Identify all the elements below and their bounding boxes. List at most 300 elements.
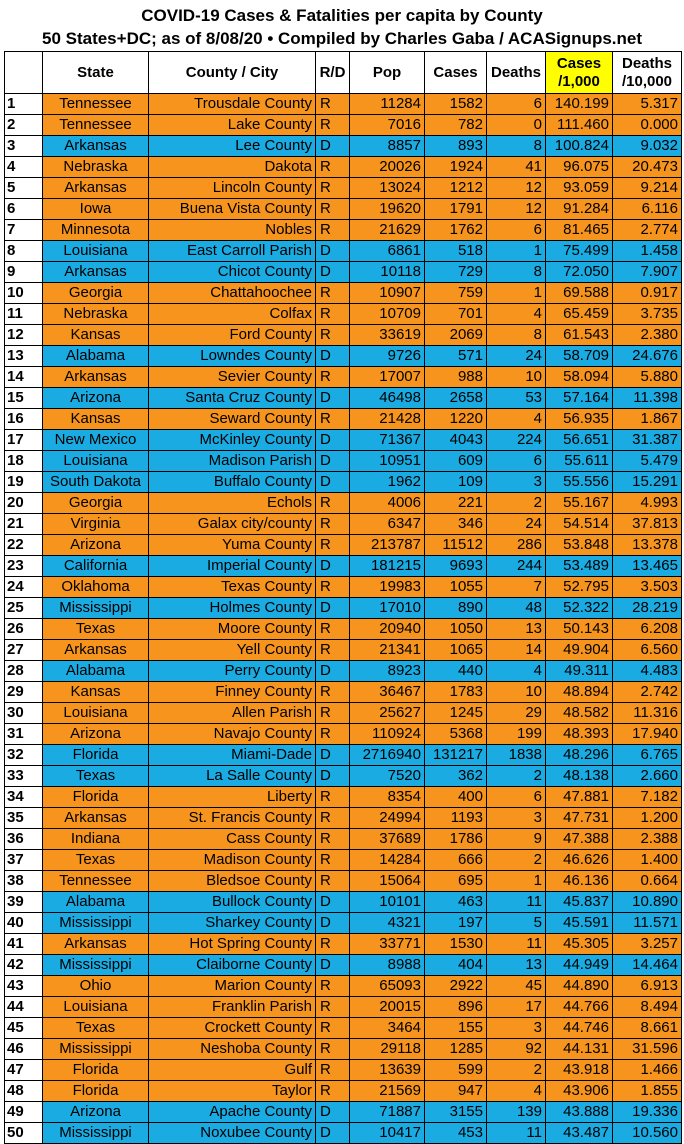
party-cell: R: [316, 724, 350, 745]
deaths-per-10000-cell: 19.336: [613, 1102, 682, 1123]
deaths-cell: 4: [487, 661, 546, 682]
county-cell: Crockett County: [149, 1018, 316, 1039]
deaths-cell: 3: [487, 1018, 546, 1039]
rank-cell: 10: [5, 283, 43, 304]
party-cell: D: [316, 598, 350, 619]
state-cell: Oklahoma: [43, 577, 149, 598]
rank-cell: 46: [5, 1039, 43, 1060]
cases-per-1000-cell: 43.888: [546, 1102, 613, 1123]
party-cell: D: [316, 451, 350, 472]
rank-cell: 26: [5, 619, 43, 640]
state-cell: Texas: [43, 850, 149, 871]
rank-cell: 38: [5, 871, 43, 892]
table-row: [5, 1081, 682, 1102]
pop-cell: 14284: [350, 850, 425, 871]
cases-cell: 2658: [425, 388, 487, 409]
county-cell: Holmes County: [149, 598, 316, 619]
party-cell: D: [316, 430, 350, 451]
cases-per-1000-cell: 72.050: [546, 262, 613, 283]
cases-per-1000-cell: 45.305: [546, 934, 613, 955]
cases-per-1000-cell: 48.582: [546, 703, 613, 724]
cases-per-1000-cell: 48.393: [546, 724, 613, 745]
table-row: [5, 1102, 682, 1123]
deaths-cell: 9: [487, 829, 546, 850]
pop-cell: 8923: [350, 661, 425, 682]
state-cell: Alabama: [43, 661, 149, 682]
county-cell: Sharkey County: [149, 913, 316, 934]
state-cell: Texas: [43, 766, 149, 787]
county-cell: Chattahoochee: [149, 283, 316, 304]
pop-cell: 25627: [350, 703, 425, 724]
rank-cell: 41: [5, 934, 43, 955]
deaths-per-10000-cell: 4.483: [613, 661, 682, 682]
state-cell: Minnesota: [43, 220, 149, 241]
rank-cell: 5: [5, 178, 43, 199]
party-cell: R: [316, 325, 350, 346]
cases-cell: 1791: [425, 199, 487, 220]
cases-cell: 2069: [425, 325, 487, 346]
deaths-per-10000-cell: 2.742: [613, 682, 682, 703]
state-cell: California: [43, 556, 149, 577]
pop-cell: 7520: [350, 766, 425, 787]
table-row: [5, 136, 682, 157]
deaths-cell: 4: [487, 304, 546, 325]
header-rank: [5, 52, 43, 94]
pop-cell: 17010: [350, 598, 425, 619]
table-row: [5, 451, 682, 472]
deaths-per-10000-cell: 1.867: [613, 409, 682, 430]
county-cell: Dakota: [149, 157, 316, 178]
county-cell: La Salle County: [149, 766, 316, 787]
county-cell: Navajo County: [149, 724, 316, 745]
deaths-cell: 199: [487, 724, 546, 745]
table-row: [5, 514, 682, 535]
table-row: [5, 1123, 682, 1144]
table-row: [5, 1018, 682, 1039]
pop-cell: 4321: [350, 913, 425, 934]
rank-cell: 42: [5, 955, 43, 976]
rank-cell: 39: [5, 892, 43, 913]
pop-cell: 33619: [350, 325, 425, 346]
state-cell: Mississippi: [43, 955, 149, 976]
table-row: [5, 745, 682, 766]
county-cell: Claiborne County: [149, 955, 316, 976]
deaths-cell: 41: [487, 157, 546, 178]
state-cell: Florida: [43, 1081, 149, 1102]
county-cell: Finney County: [149, 682, 316, 703]
party-cell: R: [316, 850, 350, 871]
deaths-per-10000-cell: 7.182: [613, 787, 682, 808]
deaths-per-10000-cell: 10.560: [613, 1123, 682, 1144]
state-cell: Florida: [43, 1060, 149, 1081]
cases-cell: 1762: [425, 220, 487, 241]
cases-cell: 109: [425, 472, 487, 493]
party-cell: R: [316, 682, 350, 703]
deaths-per-10000-cell: 3.735: [613, 304, 682, 325]
party-cell: R: [316, 304, 350, 325]
state-cell: Nebraska: [43, 157, 149, 178]
pop-cell: 10709: [350, 304, 425, 325]
cases-per-1000-cell: 52.795: [546, 577, 613, 598]
table-row: [5, 934, 682, 955]
state-cell: Louisiana: [43, 451, 149, 472]
deaths-cell: 1838: [487, 745, 546, 766]
state-cell: Tennessee: [43, 94, 149, 115]
pop-cell: 11284: [350, 94, 425, 115]
county-cell: Lowndes County: [149, 346, 316, 367]
cases-per-1000-cell: 53.848: [546, 535, 613, 556]
header-cases: Cases: [425, 52, 487, 94]
deaths-per-10000-cell: 1.200: [613, 808, 682, 829]
cases-cell: 440: [425, 661, 487, 682]
cases-per-1000-cell: 44.131: [546, 1039, 613, 1060]
county-cell: Gulf: [149, 1060, 316, 1081]
party-cell: D: [316, 1123, 350, 1144]
state-cell: Arkansas: [43, 934, 149, 955]
cases-cell: 599: [425, 1060, 487, 1081]
pop-cell: 17007: [350, 367, 425, 388]
table-row: [5, 1039, 682, 1060]
cases-per-1000-cell: 48.138: [546, 766, 613, 787]
table-row: [5, 304, 682, 325]
cases-cell: 131217: [425, 745, 487, 766]
pop-cell: 33771: [350, 934, 425, 955]
deaths-per-10000-cell: 13.378: [613, 535, 682, 556]
rank-cell: 45: [5, 1018, 43, 1039]
state-cell: Louisiana: [43, 241, 149, 262]
cases-cell: 571: [425, 346, 487, 367]
cases-cell: 400: [425, 787, 487, 808]
party-cell: R: [316, 619, 350, 640]
deaths-per-10000-cell: 14.464: [613, 955, 682, 976]
table-row: [5, 724, 682, 745]
deaths-cell: 3: [487, 472, 546, 493]
table-row: [5, 913, 682, 934]
county-cell: Lee County: [149, 136, 316, 157]
cases-per-1000-cell: 61.543: [546, 325, 613, 346]
deaths-per-10000-cell: 6.560: [613, 640, 682, 661]
rank-cell: 6: [5, 199, 43, 220]
county-cell: Madison Parish: [149, 451, 316, 472]
deaths-cell: 12: [487, 178, 546, 199]
county-cell: Echols: [149, 493, 316, 514]
party-cell: D: [316, 136, 350, 157]
table-row: [5, 955, 682, 976]
party-cell: R: [316, 1039, 350, 1060]
cases-per-1000-cell: 47.731: [546, 808, 613, 829]
deaths-cell: 29: [487, 703, 546, 724]
deaths-per-10000-cell: 6.765: [613, 745, 682, 766]
deaths-per-10000-cell: 10.890: [613, 892, 682, 913]
cases-per-1000-cell: 57.164: [546, 388, 613, 409]
pop-cell: 10101: [350, 892, 425, 913]
state-cell: Georgia: [43, 493, 149, 514]
deaths-cell: 1: [487, 241, 546, 262]
cases-per-1000-cell: 55.167: [546, 493, 613, 514]
deaths-per-10000-cell: 2.774: [613, 220, 682, 241]
cases-per-1000-cell: 44.890: [546, 976, 613, 997]
party-cell: R: [316, 535, 350, 556]
county-cell: Nobles: [149, 220, 316, 241]
cases-per-1000-cell: 47.388: [546, 829, 613, 850]
county-cell: Cass County: [149, 829, 316, 850]
cases-cell: 947: [425, 1081, 487, 1102]
state-cell: Alabama: [43, 892, 149, 913]
deaths-cell: 14: [487, 640, 546, 661]
deaths-per-10000-cell: 7.907: [613, 262, 682, 283]
table-row: [5, 493, 682, 514]
cases-cell: 346: [425, 514, 487, 535]
cases-per-1000-cell: 100.824: [546, 136, 613, 157]
party-cell: R: [316, 1018, 350, 1039]
pop-cell: 15064: [350, 871, 425, 892]
county-cell: Buena Vista County: [149, 199, 316, 220]
cases-per-1000-cell: 93.059: [546, 178, 613, 199]
deaths-per-10000-cell: 1.855: [613, 1081, 682, 1102]
cases-per-1000-cell: 54.514: [546, 514, 613, 535]
table-row: [5, 178, 682, 199]
deaths-cell: 2: [487, 1060, 546, 1081]
deaths-per-10000-cell: 31.387: [613, 430, 682, 451]
rank-cell: 17: [5, 430, 43, 451]
pop-cell: 21341: [350, 640, 425, 661]
cases-per-1000-cell: 96.075: [546, 157, 613, 178]
cases-cell: 988: [425, 367, 487, 388]
county-cell: Franklin Parish: [149, 997, 316, 1018]
state-cell: Kansas: [43, 409, 149, 430]
deaths-cell: 2: [487, 766, 546, 787]
county-cell: Lake County: [149, 115, 316, 136]
cases-per-1000-cell: 56.935: [546, 409, 613, 430]
state-cell: Ohio: [43, 976, 149, 997]
cases-per-1000-cell: 47.881: [546, 787, 613, 808]
rank-cell: 27: [5, 640, 43, 661]
cases-per-1000-cell: 46.136: [546, 871, 613, 892]
pop-cell: 3464: [350, 1018, 425, 1039]
deaths-per-10000-cell: 5.317: [613, 94, 682, 115]
state-cell: Arizona: [43, 724, 149, 745]
county-cell: Sevier County: [149, 367, 316, 388]
cases-cell: 362: [425, 766, 487, 787]
state-cell: Arizona: [43, 388, 149, 409]
state-cell: Mississippi: [43, 1123, 149, 1144]
rank-cell: 50: [5, 1123, 43, 1144]
deaths-cell: 45: [487, 976, 546, 997]
cases-per-1000-cell: 44.949: [546, 955, 613, 976]
deaths-cell: 6: [487, 94, 546, 115]
deaths-cell: 92: [487, 1039, 546, 1060]
county-cell: Neshoba County: [149, 1039, 316, 1060]
cases-per-1000-cell: 43.487: [546, 1123, 613, 1144]
cases-per-1000-cell: 75.499: [546, 241, 613, 262]
cases-cell: 518: [425, 241, 487, 262]
deaths-per-10000-cell: 17.940: [613, 724, 682, 745]
county-cell: Marion County: [149, 976, 316, 997]
state-cell: Virginia: [43, 514, 149, 535]
deaths-per-10000-cell: 9.214: [613, 178, 682, 199]
party-cell: R: [316, 577, 350, 598]
party-cell: D: [316, 745, 350, 766]
table-row: [5, 367, 682, 388]
county-cell: McKinley County: [149, 430, 316, 451]
deaths-per-10000-cell: 0.000: [613, 115, 682, 136]
cases-cell: 1530: [425, 934, 487, 955]
deaths-per-10000-cell: 11.316: [613, 703, 682, 724]
table-row: [5, 577, 682, 598]
pop-cell: 9726: [350, 346, 425, 367]
table-row: [5, 94, 682, 115]
table-row: [5, 1060, 682, 1081]
state-cell: New Mexico: [43, 430, 149, 451]
rank-cell: 9: [5, 262, 43, 283]
deaths-cell: 8: [487, 325, 546, 346]
rank-cell: 19: [5, 472, 43, 493]
cases-per-1000-cell: 53.489: [546, 556, 613, 577]
state-cell: Arkansas: [43, 262, 149, 283]
cases-per-1000-cell: 56.651: [546, 430, 613, 451]
deaths-per-10000-cell: 24.676: [613, 346, 682, 367]
deaths-cell: 2: [487, 850, 546, 871]
sheet-subtitle: 50 States+DC; as of 8/08/20 • Compiled by Charles Gaba / ACASignups.net: [41, 29, 643, 48]
county-cell: Buffalo County: [149, 472, 316, 493]
deaths-per-10000-cell: 1.400: [613, 850, 682, 871]
table-row: [5, 220, 682, 241]
cases-per-1000-cell: 81.465: [546, 220, 613, 241]
rank-cell: 24: [5, 577, 43, 598]
deaths-cell: 8: [487, 136, 546, 157]
rank-cell: 14: [5, 367, 43, 388]
deaths-per-10000-cell: 3.257: [613, 934, 682, 955]
cases-cell: 695: [425, 871, 487, 892]
deaths-cell: 6: [487, 451, 546, 472]
deaths-per-10000-cell: 13.465: [613, 556, 682, 577]
cases-cell: 782: [425, 115, 487, 136]
cases-per-1000-cell: 49.311: [546, 661, 613, 682]
pop-cell: 20015: [350, 997, 425, 1018]
table-row: [5, 346, 682, 367]
deaths-cell: 2: [487, 493, 546, 514]
rank-cell: 15: [5, 388, 43, 409]
deaths-cell: 244: [487, 556, 546, 577]
cases-cell: 1220: [425, 409, 487, 430]
table-body: [5, 94, 682, 1144]
state-cell: Arkansas: [43, 136, 149, 157]
cases-per-1000-cell: 44.766: [546, 997, 613, 1018]
rank-cell: 43: [5, 976, 43, 997]
cases-per-1000-cell: 50.143: [546, 619, 613, 640]
state-cell: Indiana: [43, 829, 149, 850]
party-cell: D: [316, 766, 350, 787]
county-cell: Lincoln County: [149, 178, 316, 199]
cases-cell: 666: [425, 850, 487, 871]
rank-cell: 4: [5, 157, 43, 178]
deaths-cell: 24: [487, 346, 546, 367]
pop-cell: 4006: [350, 493, 425, 514]
cases-per-1000-cell: 111.460: [546, 115, 613, 136]
deaths-per-10000-cell: 2.388: [613, 829, 682, 850]
cases-cell: 1786: [425, 829, 487, 850]
rank-cell: 11: [5, 304, 43, 325]
cases-cell: 729: [425, 262, 487, 283]
party-cell: D: [316, 556, 350, 577]
cases-cell: 1055: [425, 577, 487, 598]
header-party: R/D: [316, 52, 350, 94]
rank-cell: 36: [5, 829, 43, 850]
deaths-cell: 1: [487, 871, 546, 892]
state-cell: Mississippi: [43, 1039, 149, 1060]
cases-cell: 1582: [425, 94, 487, 115]
cases-cell: 896: [425, 997, 487, 1018]
covid-county-table: [4, 51, 682, 1144]
rank-cell: 16: [5, 409, 43, 430]
cases-cell: 1212: [425, 178, 487, 199]
party-cell: R: [316, 703, 350, 724]
party-cell: D: [316, 955, 350, 976]
rank-cell: 49: [5, 1102, 43, 1123]
deaths-cell: 11: [487, 934, 546, 955]
county-cell: Trousdale County: [149, 94, 316, 115]
deaths-cell: 10: [487, 367, 546, 388]
cases-per-1000-cell: 58.709: [546, 346, 613, 367]
pop-cell: 36467: [350, 682, 425, 703]
party-cell: R: [316, 640, 350, 661]
deaths-per-10000-cell: 2.380: [613, 325, 682, 346]
county-cell: Yell County: [149, 640, 316, 661]
deaths-per-10000-cell: 11.398: [613, 388, 682, 409]
sheet-title: COVID-19 Cases & Fatalities per capita by County: [141, 6, 543, 25]
county-cell: Taylor: [149, 1081, 316, 1102]
rank-cell: 3: [5, 136, 43, 157]
table-row: [5, 703, 682, 724]
deaths-cell: 7: [487, 577, 546, 598]
pop-cell: 10907: [350, 283, 425, 304]
pop-cell: 29118: [350, 1039, 425, 1060]
cases-per-1000-cell: 43.906: [546, 1081, 613, 1102]
deaths-cell: 224: [487, 430, 546, 451]
cases-per-1000-cell: 55.556: [546, 472, 613, 493]
county-cell: Colfax: [149, 304, 316, 325]
table-row: [5, 976, 682, 997]
header-pop: Pop: [350, 52, 425, 94]
cases-cell: 221: [425, 493, 487, 514]
cases-per-1000-cell: 65.459: [546, 304, 613, 325]
table-row: [5, 997, 682, 1018]
deaths-per-10000-cell: 4.993: [613, 493, 682, 514]
pop-cell: 7016: [350, 115, 425, 136]
party-cell: R: [316, 493, 350, 514]
rank-cell: 8: [5, 241, 43, 262]
table-row: [5, 535, 682, 556]
rank-cell: 13: [5, 346, 43, 367]
party-cell: R: [316, 220, 350, 241]
deaths-per-10000-cell: 0.664: [613, 871, 682, 892]
table-row: [5, 661, 682, 682]
rank-cell: 20: [5, 493, 43, 514]
deaths-per-10000-cell: 6.116: [613, 199, 682, 220]
pop-cell: 10417: [350, 1123, 425, 1144]
deaths-cell: 8: [487, 262, 546, 283]
deaths-cell: 4: [487, 1081, 546, 1102]
cases-cell: 759: [425, 283, 487, 304]
deaths-cell: 3: [487, 808, 546, 829]
state-cell: Georgia: [43, 283, 149, 304]
deaths-cell: 17: [487, 997, 546, 1018]
cases-cell: 893: [425, 136, 487, 157]
party-cell: R: [316, 871, 350, 892]
party-cell: R: [316, 1060, 350, 1081]
deaths-cell: 139: [487, 1102, 546, 1123]
cases-per-1000-cell: 45.591: [546, 913, 613, 934]
